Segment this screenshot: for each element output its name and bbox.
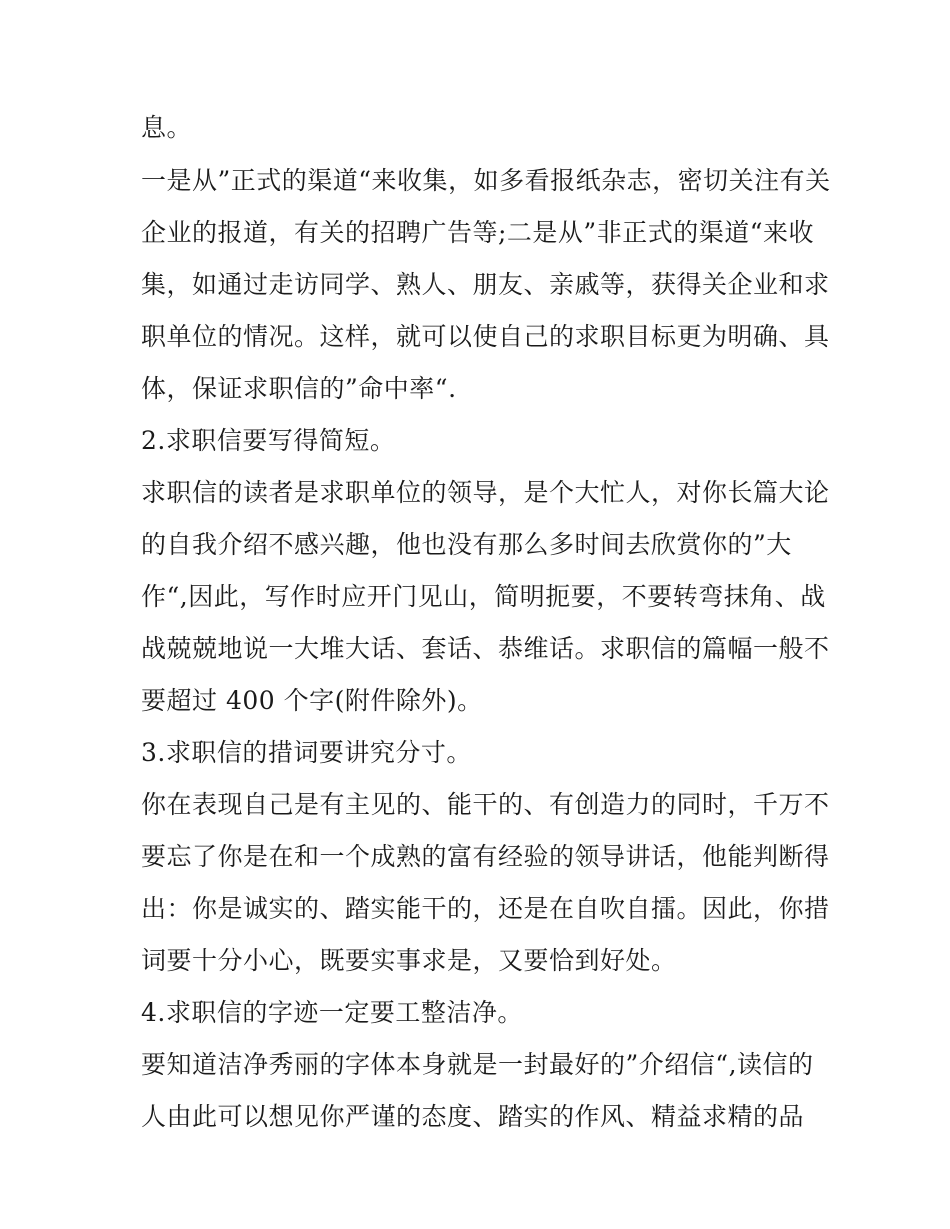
text-line: 词要十分小心，既要实事求是，又要恰到好处。 [141, 946, 677, 975]
text-line: 体，保证求职信的”命中率“. [141, 374, 457, 403]
text-line: 息。 [141, 113, 193, 142]
text-line: 人由此可以想见你严谨的态度、踏实的作风、精益求精的品 [141, 1102, 805, 1131]
section-heading: 2.求职信要写得简短。 [141, 426, 396, 455]
text-line: 求职信的读者是求职单位的领导，是个大忙人，对你长篇大论 [141, 478, 830, 507]
text-line: 出：你是诚实的、踏实能干的，还是在自吹自擂。因此，你措 [141, 894, 830, 923]
text-line: 要知道洁净秀丽的字体本身就是一封最好的”介绍信“,读信的 [141, 1050, 814, 1079]
text-line: 企业的报道，有关的招聘广告等;二是从”非正式的渠道“来收 [141, 218, 814, 247]
text-line: 作“,因此，写作时应开门见山，简明扼要，不要转弯抹角、战 [141, 582, 826, 611]
text-line: 集，如通过走访同学、熟人、朋友、亲戚等，获得关企业和求 [141, 270, 830, 299]
section-heading: 4.求职信的字迹一定要工整洁净。 [141, 998, 523, 1027]
section-heading: 3.求职信的措词要讲究分寸。 [141, 738, 472, 767]
text-line: 你在表现自己是有主见的、能干的、有创造力的同时，千万不 [141, 790, 830, 819]
text-line: 一是从”正式的渠道“来收集，如多看报纸杂志，密切关注有关 [141, 166, 831, 195]
text-line: 要超过 400 个字(附件除外)。 [141, 686, 483, 715]
text-line: 战兢兢地说一大堆大话、套话、恭维话。求职信的篇幅一般不 [141, 634, 830, 663]
text-line: 职单位的情况。这样，就可以使自己的求职目标更为明确、具 [141, 322, 830, 351]
text-line: 要忘了你是在和一个成熟的富有经验的领导讲话，他能判断得 [141, 842, 830, 871]
text-line: 的自我介绍不感兴趣，他也没有那么多时间去欣赏你的”大 [141, 530, 792, 559]
